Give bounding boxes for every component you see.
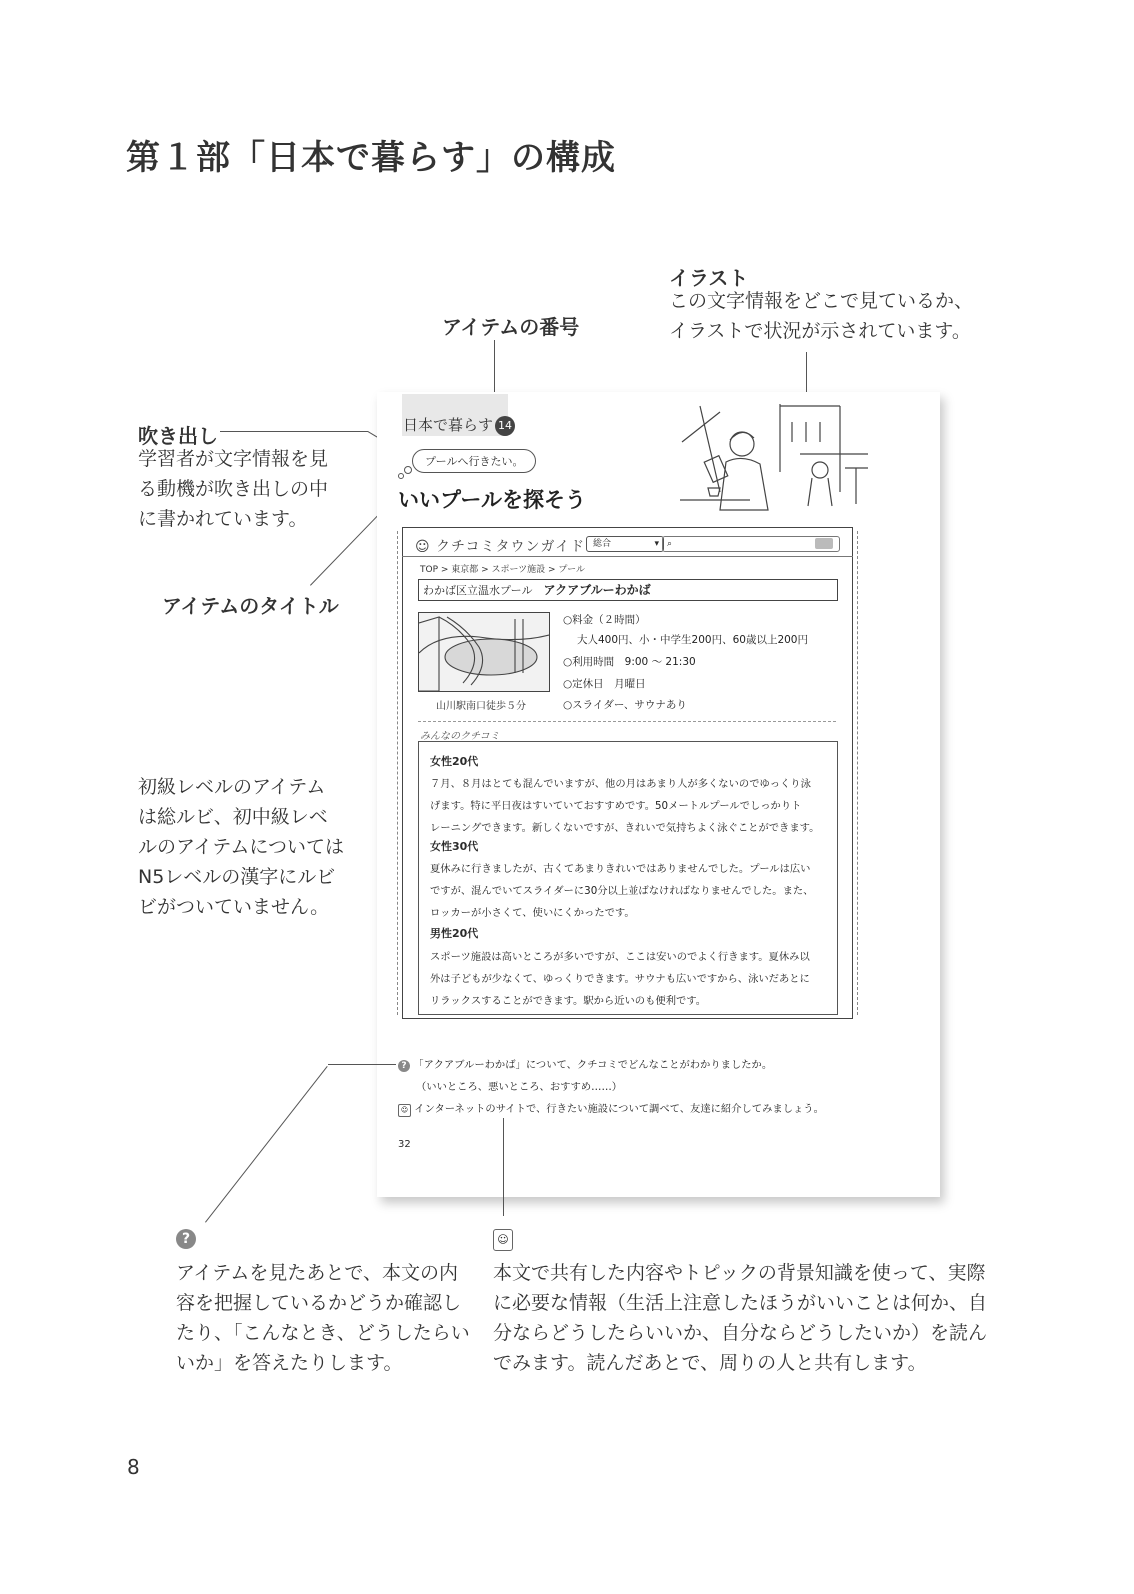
review-line: 外は子どもが少なくて、ゆっくりできます。サウナも広いですから、泳いだあとに — [430, 973, 810, 985]
smile-icon: ☺ — [493, 1229, 513, 1251]
info-facilities: ○スライダー、サウナあり — [563, 699, 687, 711]
site-header-divider — [402, 556, 853, 557]
question-icon: ? — [176, 1229, 196, 1249]
annotation-item-number: アイテムの番号 — [442, 315, 580, 339]
item-header: 日本で暮らす 14 — [403, 414, 515, 436]
task-line: ☺ インターネットのサイトで、行きたい施設について調べて、友達に紹介してみましょう。 — [398, 1100, 824, 1117]
bubble-leader-line-h — [220, 431, 368, 432]
smile-logo-icon: ☺ — [415, 539, 437, 555]
review-line: スポーツ施設は高いところが多いですが、ここは安いのでよく行きます。夏休み以 — [430, 951, 810, 963]
annotation-question-text: アイテムを見たあとで、本文の内 容を把握しているかどうか確認し たり、「こんなとき、どうしたらい いか」を答えたりします。 — [176, 1262, 470, 1374]
breadcrumb: TOP > 東京都 > スポーツ施設 > プール — [420, 565, 585, 575]
annotation-item-title: アイテムのタイトル — [162, 594, 339, 618]
task-leader-line — [503, 1118, 504, 1216]
reviews-label: みんなのクチコミ — [420, 731, 500, 742]
review-line: 夏休みに行きましたが、古くてあまりきれいではありませんでした。プールは広い — [430, 863, 811, 875]
facility-title-box: わかば区立温水プール アクアブルーわかば — [418, 579, 838, 601]
annotation-bubble-heading: 吹き出し — [138, 424, 218, 448]
review-line: ですが、混んでいてスライダーに30分以上並ばなければなりませんでした。また、 — [430, 885, 814, 897]
smile-icon: ☺ — [398, 1104, 411, 1117]
search-icon: ⌕ — [667, 539, 673, 549]
page-number: 8 — [127, 1455, 140, 1479]
review-line: ７月、８月はとても混んでいますが、他の月はあまり人が多くないのでゆっくり泳 — [430, 778, 811, 790]
bubble-tail — [404, 466, 412, 474]
info-hours: ○利用時間 9:00 ～ 21:30 — [563, 656, 696, 668]
review-line: リラックスすることができます。駅から近いのも便利です。 — [430, 995, 707, 1007]
page-title: 第１部「日本で暮らす」の構成 — [126, 138, 616, 178]
item-title: いいプールを探そう — [398, 488, 586, 512]
search-input[interactable] — [662, 536, 840, 552]
review-head: 女性30代 — [430, 840, 479, 853]
annotation-ruby-text: 初級レベルのアイテム は総ルビ、初中級レベ ルのアイテムについては N5レベルの漢字にルビ ビがついていません。 — [138, 776, 344, 918]
reviews-divider — [418, 721, 836, 723]
question-line: ? 「アクアブルーわかば」について、クチコミでどんなことがわかりましたか。 — [398, 1056, 772, 1072]
info-closed: ○定休日 月曜日 — [563, 678, 646, 690]
bubble-tail-small — [398, 473, 404, 479]
site-name: ☺ クチコミタウンガイド — [415, 539, 586, 555]
review-head: 女性20代 — [430, 755, 479, 768]
annotation-illust-text: この文字情報をどこで見ているか、 イラストで状況が示されています。 — [669, 290, 974, 342]
review-line: ロッカーが小さくて、使いにくかったです。 — [430, 907, 635, 919]
question-leader-line-h — [328, 1064, 396, 1065]
question-icon: ? — [398, 1060, 410, 1072]
info-fee: ○料金（２時間） — [563, 614, 646, 626]
chevron-down-icon: ▾ — [654, 539, 659, 549]
annotation-illust-heading: イラスト — [669, 266, 749, 290]
question-icon-large — [176, 1228, 196, 1249]
review-line: げます。特に平日夜はすいていておすすめです。50メートルプールでしっかりト — [430, 800, 802, 812]
access-caption: 山川駅南口徒歩５分 — [436, 701, 526, 712]
question-line: （いいところ、悪いところ、おすすめ……） — [416, 1081, 623, 1093]
annotation-bubble-text: 学習者が文字情報を見 る動機が吹き出しの中 に書かれています。 — [138, 448, 329, 530]
info-fee-detail: 大人400円、小・中学生200円、60歳以上200円 — [577, 634, 808, 646]
smile-icon-large — [493, 1228, 513, 1251]
search-button[interactable] — [815, 538, 833, 549]
cafe-illustration — [680, 402, 870, 516]
review-head: 男性20代 — [430, 927, 479, 940]
review-line: レーニングできます。新しくないですが、きれいで気持ちよく泳ぐことができます。 — [430, 822, 820, 834]
annotation-task-text: 本文で共有した内容やトピックの背景知識を使って、実際 に必要な情報（生活上注意したほうがいいことは何か、自 分ならどうしたらいいか、自分ならどうしたいか）を読ん でみます。読んだあとで、周りの人と共有します。 — [493, 1262, 988, 1374]
category-select[interactable]: 総合 ▾ — [586, 536, 664, 552]
question-leader-line-d — [205, 1066, 328, 1223]
pool-photo — [418, 612, 550, 692]
item-number-badge: 14 — [495, 416, 515, 436]
textbook-page-number: 32 — [398, 1139, 411, 1150]
speech-bubble: プールへ行きたい。 — [412, 449, 536, 473]
